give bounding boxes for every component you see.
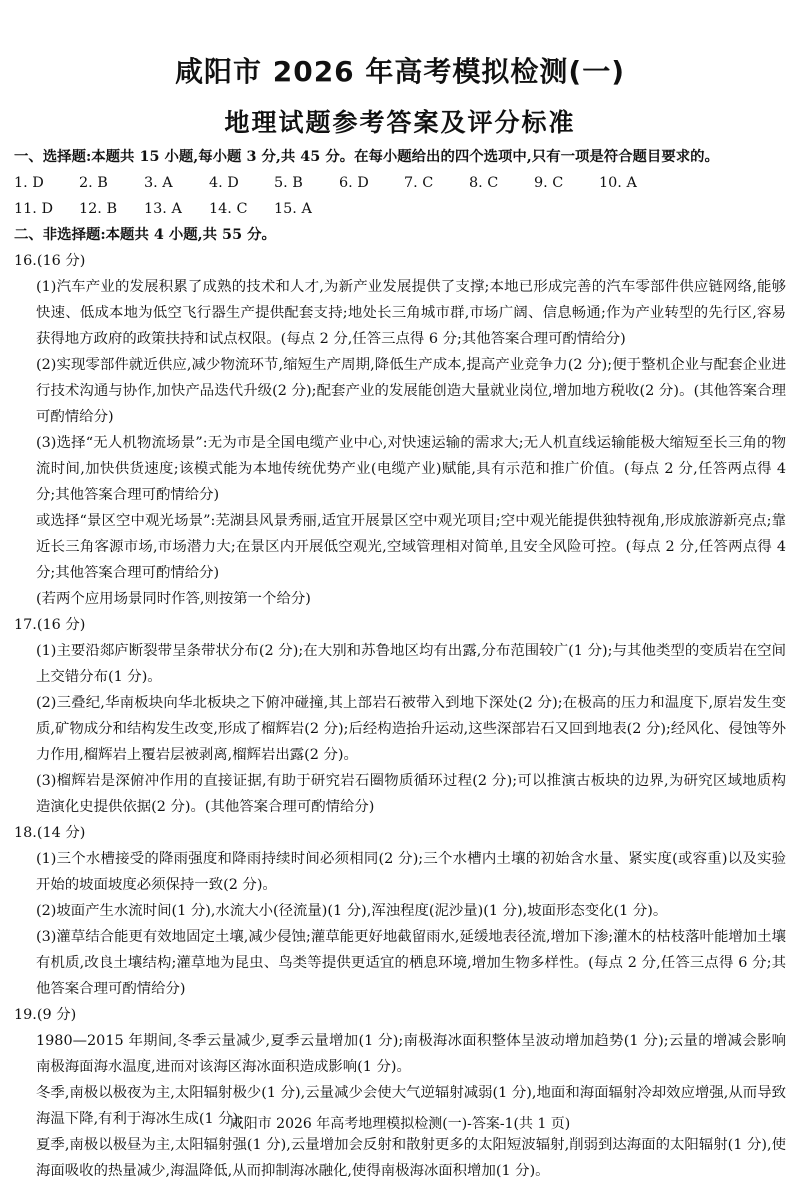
- answer-row-2: [14, 196, 786, 222]
- answer-item: 9. C: [534, 175, 564, 191]
- answer-item: 2. B: [79, 175, 108, 191]
- answer-item: 14. C: [209, 201, 248, 217]
- section-heading-choice: 一、选择题:本题共 15 小题,每小题 3 分,共 45 分。在每小题给出的四个选项中,只有一项是符合题目要求的。: [14, 148, 719, 165]
- question-17-part-2: (2)三叠纪,华南板块向华北板块之下俯冲碰撞,其上部岩石被带入到地下深处(2 分);在极高的压力和温度下,原岩发生变质,矿物成分和结构发生改变,形成了榴辉岩(2 分);后经构造抬升运动,这些深部岩石又回到地表(2 分);经风化、侵蚀等外力作用,榴辉岩上覆岩层被剥离,榴辉岩出露(2 分)。: [36, 695, 786, 763]
- question-19-part-3: 夏季,南极以极昼为主,太阳辐射强(1 分),云量增加会反射和散射更多的太阳短波辐射,削弱到达海面的太阳辐射(1 分),使海面吸收的热量减少,海温降低,从而抑制海冰融化,使得南极海冰面积增加(1 分)。: [36, 1137, 786, 1179]
- answer-row-1: [14, 170, 786, 196]
- answer-item: 15. A: [274, 201, 312, 217]
- question-16-part-3: (3)选择“无人机物流场景”:无为市是全国电缆产业中心,对快速运输的需求大;无人机直线运输能极大缩短至长三角的物流时间,加快供货速度;该模式能为本地传统优势产业(电缆产业)赋能,具有示范和推广价值。(每点 2 分,任答两点得 4 分;其他答案合理可酌情给分): [36, 435, 786, 503]
- question-16-note: (若两个应用场景同时作答,则按第一个给分): [36, 591, 311, 607]
- answer-item: 5. B: [274, 175, 303, 191]
- question-18-part-3: (3)灌草结合能更有效地固定土壤,减少侵蚀;灌草能更好地截留雨水,延缓地表径流,增加下渗;灌木的枯枝落叶能增加土壤有机质,改良土壤结构;灌草地为昆虫、鸟类等提供更适宜的栖息环境,增加生物多样性。(每点 2 分,任答三点得 6 分;其他答案合理可酌情给分): [36, 929, 786, 997]
- question-18-part-1: (1)三个水槽接受的降雨强度和降雨持续时间必须相同(2 分);三个水槽内土壤的初始含水量、紧实度(或容重)以及实验开始的坡面坡度必须保持一致(2 分)。: [36, 851, 786, 893]
- answer-item: 13. A: [144, 201, 182, 217]
- answer-item: 11. D: [14, 201, 53, 217]
- page-footer: 咸阳市 2026 年高考地理模拟检测(一)-答案-1(共 1 页): [229, 1116, 571, 1132]
- page-title: 咸阳市 2026 年高考模拟检测(一): [174, 55, 626, 88]
- question-16-part-1: (1)汽车产业的发展积累了成熟的技术和人才,为新产业发展提供了支撑;本地已形成完善的汽车零部件供应链网络,能够快速、低成本地为低空飞行器生产提供配套支持;地处长三角城市群,市场广阔、信息畅通;作为产业转型的先行区,容易获得地方政府的政策扶持和试点权限。(每点 2 分,任答三点得 6 分;其他答案合理可酌情给分): [36, 279, 786, 347]
- question-18-part-2: (2)坡面产生水流时间(1 分),水流大小(径流量)(1 分),浑浊程度(泥沙量)(1 分),坡面形态变化(1 分)。: [36, 903, 668, 919]
- answer-item: 12. B: [79, 201, 118, 217]
- question-16-head: 16.(16 分): [14, 253, 86, 269]
- question-17-part-3: (3)榴辉岩是深俯冲作用的直接证据,有助于研究岩石圈物质循环过程(2 分);可以推演古板块的边界,为研究区域地质构造演化史提供依据(2 分)。(其他答案合理可酌情给分): [36, 773, 786, 815]
- answer-item: 8. C: [469, 175, 499, 191]
- answer-item: 1. D: [14, 175, 44, 191]
- answer-item: 10. A: [599, 175, 637, 191]
- question-16-part-2: (2)实现零部件就近供应,减少物流环节,缩短生产周期,降低生产成本,提高产业竞争力(2 分);便于整机企业与配套企业进行技术沟通与协作,加快产品迭代升级(2 分);配套产业的发展能创造大量就业岗位,增加地方税收(2 分)。(其他答案合理可酌情给分): [36, 357, 786, 425]
- question-17-head: 17.(16 分): [14, 617, 86, 633]
- answer-item: 6. D: [339, 175, 369, 191]
- question-16-part-3-alt: 或选择“景区空中观光场景”:芜湖县风景秀丽,适宜开展景区空中观光项目;空中观光能提供独特视角,形成旅游新亮点;靠近长三角客源市场,市场潜力大;在景区内开展低空观光,空域管理相对简单,且安全风险可控。(每点 2 分,任答两点得 4 分;其他答案合理可酌情给分): [36, 513, 786, 581]
- question-18-head: 18.(14 分): [14, 825, 86, 841]
- question-17-part-1: (1)主要沿郯庐断裂带呈条带状分布(2 分);在大别和苏鲁地区均有出露,分布范围较广(1 分);与其他类型的变质岩在空间上交错分布(1 分)。: [36, 643, 786, 685]
- question-19-part-2: 冬季,南极以极夜为主,太阳辐射极少(1 分),云量减少会使大气逆辐射减弱(1 分),地面和海面辐射冷却效应增强,从而导致海温下降,有利于海冰生成(1 分);: [36, 1085, 786, 1127]
- question-19-head: 19.(9 分): [14, 1007, 77, 1023]
- answer-item: 3. A: [144, 175, 173, 191]
- page-subtitle: 地理试题参考答案及评分标准: [224, 108, 576, 137]
- question-19-part-1: 1980—2015 年期间,冬季云量减少,夏季云量增加(1 分);南极海冰面积整体呈波动增加趋势(1 分);云量的增减会影响南极海面海水温度,进而对该海区海冰面积造成影响(1 分)。: [36, 1033, 786, 1075]
- section-heading-nonchoice: 二、非选择题:本题共 4 小题,共 55 分。: [14, 226, 276, 243]
- answer-item: 7. C: [404, 175, 434, 191]
- answer-item: 4. D: [209, 175, 239, 191]
